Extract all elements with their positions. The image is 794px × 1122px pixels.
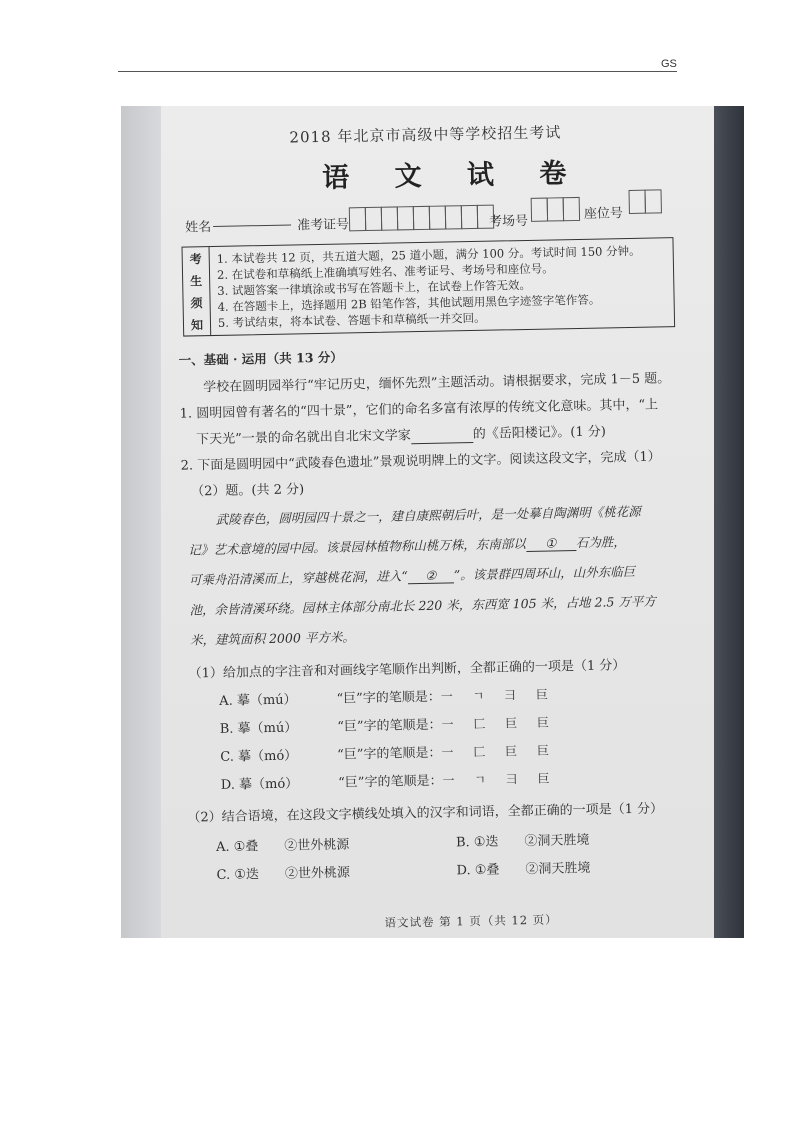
passage: 武陵春色，圆明园四十景之一，建自康熙朝后叶，是一处摹自陶渊明《桃花源 记》艺术意境的园中园。该景园林植物称山桃万株，东南部以 ① 石为胜， 可乘舟沿清溪而上，穿越桃花洞，进入“ ② ”。该景群四周环山，山外东临巨 池，余皆清溪环绕。园林主体部分南北长 220 米，东西宽 105 米，占地 2.5 万平方 米，建筑面积 2000 平方米。	[188, 503, 656, 648]
option-a[interactable]: A. 摹（mú） “巨”字的笔顺是：一 ㄱ 彐 巨	[219, 687, 557, 709]
option-d[interactable]: D. 摹（mó） “巨”字的笔顺是：一 ㄱ 彐 巨	[220, 771, 558, 793]
name-field[interactable]	[213, 224, 291, 226]
subject-title: 语 文 试 卷	[321, 157, 585, 194]
notice-list	[217, 243, 642, 331]
header-divider	[118, 71, 677, 72]
answer-blank[interactable]	[411, 427, 473, 444]
candidate-notice	[182, 237, 676, 336]
notice-item: 3. 试题答案一律填涂或书写在答题卡上，在试卷上作答无效。	[217, 277, 532, 298]
admission-boxes[interactable]	[349, 205, 493, 232]
exam-page	[139, 109, 715, 938]
section-intro: 学校在圆明园举行“牢记历史，缅怀先烈”主题活动。请根据要求，完成 1－5 题。	[203, 371, 671, 396]
option-b[interactable]: B. ①迭 ②洞天胜境	[455, 832, 590, 851]
option-b[interactable]: B. 摹（mú） “巨”字的笔顺是：一 匚 巨 巨	[219, 715, 558, 737]
blank-2: ②	[408, 567, 454, 584]
question-2-line-2: （2）题。(共 2 分)	[191, 482, 305, 500]
header-tag: GS	[661, 58, 677, 70]
admission-label: 准考证号	[296, 217, 350, 234]
option-c[interactable]: C. 摹（mó） “巨”字的笔顺是：一 匚 巨 巨	[220, 743, 558, 765]
question-2-line-1: 2. 下面是圆明园中“武陵春色遗址”景观说明牌上的文字。阅读这段文字，完成（1）	[180, 449, 661, 474]
notice-item: 4. 在答题卡上，选择题用 2B 铅笔作答，其他试题用黑色字迹签字笔作答。	[217, 292, 601, 314]
notice-item: 5. 考试结束，将本试卷、答题卡和草稿纸一并交回。	[217, 310, 486, 330]
room-boxes[interactable]	[531, 197, 579, 222]
paper-sheet	[121, 106, 729, 938]
notice-item: 1. 本试卷共 12 页，共五道大题，25 道小题，满分 100 分。考试时间 150 分钟。	[216, 243, 641, 266]
background-surface	[714, 106, 744, 938]
candidate-info-row	[181, 200, 721, 240]
question-1-line-1: 1. 圆明园曾有著名的“四十景”，它们的命名多富有浓厚的传统文化意味。其中，“上	[179, 397, 659, 422]
question-1-line-2: 下天光”一景的命名就出自北宋文学家 的《岳阳楼记》。(1 分)	[196, 424, 607, 448]
subquestion-2: （2）结合语境，在这段文字横线处填入的汉字和词语，全都正确的一项是（1 分）	[187, 801, 664, 826]
notice-heading: 考 生 须 知	[183, 247, 212, 336]
exam-title: 2018 年北京市高级中等学校招生考试	[289, 123, 562, 147]
section-one	[178, 340, 718, 884]
page-footer: 语文试卷 第 1 页（共 12 页）	[384, 912, 558, 930]
seat-boxes[interactable]	[628, 189, 660, 214]
name-label: 姓名	[185, 220, 212, 236]
room-label: 考场号	[488, 213, 529, 230]
section-heading: 一、基础 · 运用（共 13 分）	[178, 349, 343, 368]
subquestion-1: （1）给加点的字注音和对画线字笔顺作出判断，全都正确的一项是（1 分）	[188, 658, 626, 682]
seat-label: 座位号	[583, 206, 624, 222]
option-d[interactable]: D. ①叠 ②洞天胜境	[456, 860, 591, 879]
notice-item: 2. 在试卷和草稿纸上准确填写姓名、准考证号、考场号和座位号。	[216, 261, 554, 282]
blank-1: ①	[526, 535, 576, 552]
option-c[interactable]: C. ①迭 ②世外桃源	[216, 865, 351, 884]
option-a[interactable]: A. ①叠 ②世外桃源	[215, 837, 350, 856]
exam-photo	[121, 106, 744, 938]
